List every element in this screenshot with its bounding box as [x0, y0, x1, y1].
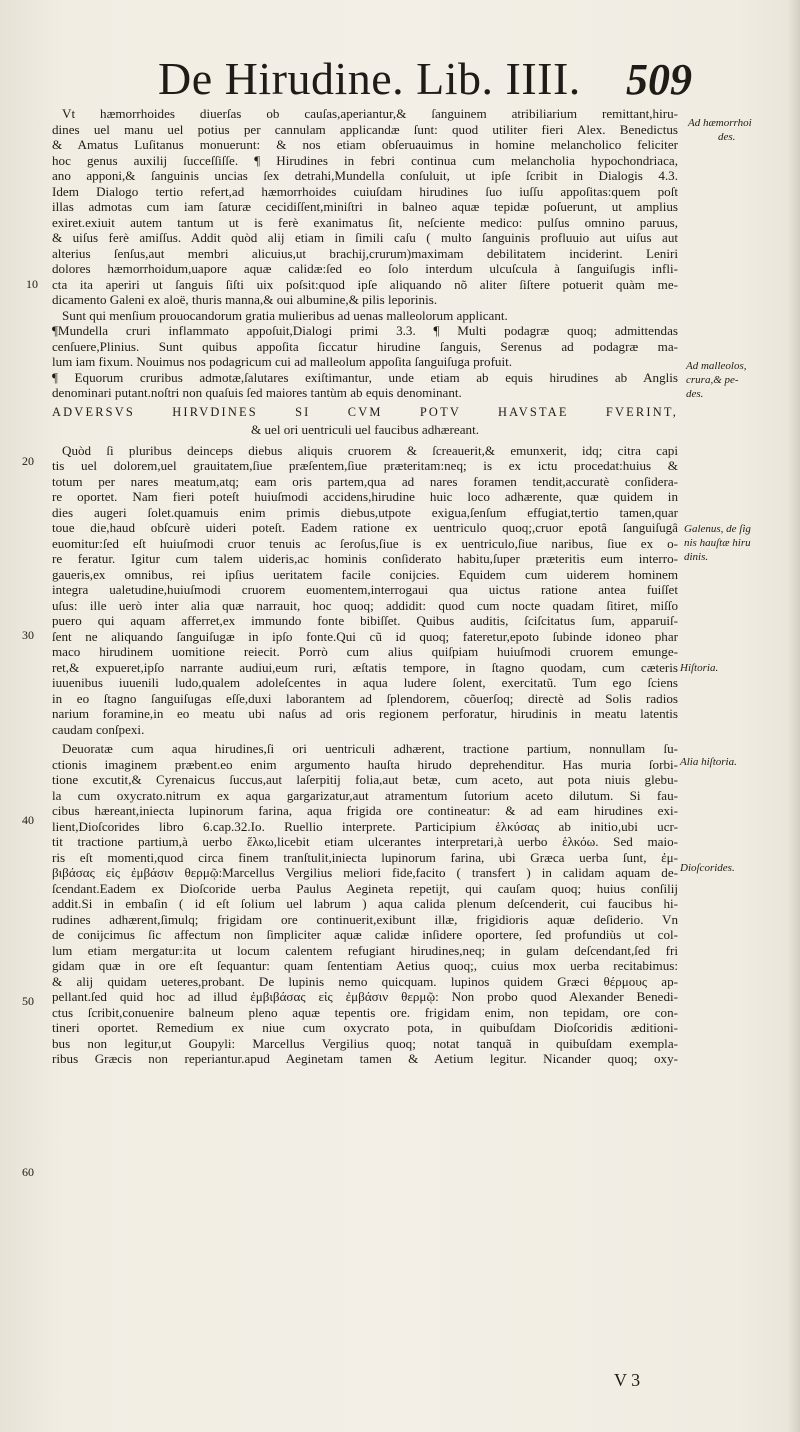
text-line: ano apponi,& ſanguinis uncias ſex detrahi,Mundella conſuluit, ut ipſe ſcribit in Dialogis 4.3.: [52, 168, 678, 183]
text-line: Vt hæmorrhoides diuerſas ob cauſas,aperiantur,& ſanguinem atribiliarium remittant,hiru-: [62, 106, 678, 121]
text-line: la cum oxycrato.nitrum ex aqua gargarizatur,aut atramentum ſutorium aceto dilutum. Si fau-: [52, 787, 678, 803]
text-line: rudines adhærent,ſimulq; frigidam ore continuerit,exibunt illæ, frigidioris aquæ deſiderio. Vn: [52, 911, 678, 927]
text-line: tineri oportet. Remedium ex niue cum oxycrato pota, in quibuſdam Dioſcoridis æditioni-: [52, 1020, 678, 1035]
text-line: lum iam fixum. Nouimus nos podagricum cui ad malleolum appoſita ſanguiſuga profuit.: [52, 354, 513, 369]
text-line: Deuoratæ cum aqua hirudines,ſi ori uentriculi adhærent, tractione partium, nonnullam ſu-: [62, 741, 678, 756]
text-line: puero qui aquam afferret,ex immundo fonte bibiſſet. Quibus auditis, ſciſcitatus ſum, apparuiſ-: [52, 613, 678, 628]
line-number: 20: [22, 454, 34, 468]
section-heading: ADVERSVS HIRVDINES SI CVM POTV HAVSTAE FVERINT,: [52, 404, 678, 419]
line-number: 50: [22, 994, 34, 1008]
text-line: lient,Dioſcorides libro 6.cap.32.Io. Ruellio interprete. Participium ἑλκύσας ab initio,ubi ucr-: [52, 818, 678, 834]
text-line: caudam conſpexi.: [52, 721, 145, 737]
text-line: in eo ſtagno ſanguiſugas eſſe,duxi laborantem ad ſplendorem, cõuerſoq; directè ad Solis radios: [52, 690, 678, 706]
text-line: tione excutit,& Cyrenaicus ſuccus,aut laſerpitij folia,aut betæ, cum aceto, aut pota niuis glebu-: [52, 772, 678, 787]
text-line: tis uel dolorem,uel grauitatem,ſiue præſentem,ſiue præteritam:neq; is ex ictu procedat:huius &: [52, 458, 678, 473]
marginal-note: Hiſtoria.: [680, 662, 719, 674]
text-line: integra ualetudine,huiuſmodi cruorem euomentem,interrogaui qua uictus ratione antea fuiſſet: [52, 582, 678, 597]
text-line: pellant.ſed quid hoc ad illud ἐμβιβάσας εἰς ἐμβάσιν θερμῷ: Non probo quod Alexander Benedi-: [52, 989, 678, 1004]
text-line: ¶ Equorum cruribus admotæ,ſalutares exiſtimantur, unde etiam ab equis hirudines ab Anglis: [52, 369, 678, 385]
text-line: dolores hæmorrhoidum,uapore aquæ calidæ:ſed eo ſolo interdum ulcuſcula à ſanguiſugis infli-: [52, 261, 678, 276]
marginal-note: Alia hiſtoria.: [680, 756, 737, 768]
text-line: cibus hæreant,iniecta lupinorum farina, aqua frigida ore contineatur: & ad eam hirudines exi-: [52, 803, 678, 818]
text-line: ſent ne aliquando ſanguiſugæ in ipſo fonte.Qui cũ id quoq; fateretur,epoto ſubinde idoneo phar: [52, 628, 678, 644]
text-line: exiret.exiuit autem tantum ut is ferè exanimatus ſit, neſciente medico: pulſus omnino paruus,: [52, 214, 678, 230]
page-gutter-shadow: [788, 0, 800, 1432]
text-line: Idem Dialogo tertio refert,ad hæmorrhoides cuiuſdam hirudines ſuo iuſſu appoſitas:quem poſt: [52, 183, 678, 199]
running-head: [0, 52, 800, 112]
text-block-1: [52, 106, 678, 401]
section-subheading: & uel ori uentriculi uel faucibus adhæreant.: [251, 421, 479, 437]
line-number: 40: [22, 813, 34, 827]
text-line: ribus Græcis non reperiantur.apud Aeginetam tamen & Aetium legitur. Nicander quoq; oxy-: [52, 1051, 678, 1066]
text-line: re feratur. Igitur cum talem uideris,ac hominis conſiderato habitu,ſuper præteritis eum interro-: [52, 551, 678, 566]
marginal-note: des.: [686, 388, 704, 400]
page-number: 509: [626, 55, 692, 104]
text-line: Sunt qui menſium prouocandorum gratia mulieribus ad uenas malleolorum applicant.: [62, 307, 508, 323]
text-line: illas admotas cum iam ſaturæ cecidiſſent,miniſtri in balneo aquæ tepidæ poſuerunt, ut amplius: [52, 199, 678, 214]
text-line: & alij quidam ueteres,probant. De lupinis nemo quicquam. lupinos quidem Græci θέρμους ap-: [52, 973, 678, 989]
line-number: 10: [26, 277, 38, 291]
text-line: cta ita aperiri ut ſanguis ſiſti uix poſsit:quod ipſe aliquando nõ aliter ſiſtere potuerit quàm me-: [52, 276, 678, 292]
text-line: gidam quæ in ore eſt ſequantur: quam ſententiam Aetius quoq;, cuius mox uerba recitabimus:: [52, 958, 678, 973]
marginal-note: Ad malleolos,: [686, 360, 747, 372]
marginal-note: Ad hæmorrhoi: [688, 117, 752, 129]
text-line: ſcendant.Eadem ex Dioſcoride uerba Paulus Aegineta repetijt, qui cauſam quoq; huius conſilij: [52, 880, 678, 896]
text-line: ¶Mundella cruri inflammato appoſuit,Dialogi primi 3.3. ¶ Multi podagræ quoq; admittendas: [52, 323, 678, 338]
marginal-note: crura,& pe-: [686, 374, 739, 386]
line-number: 30: [22, 628, 34, 642]
text-line: dines uel manu uel potius per cannulam applicandæ ſunt: quod utiliter fieri Alex. Benedictus: [52, 121, 678, 137]
marginal-note: nis hauſtæ hiru: [684, 537, 751, 549]
text-line: euomitur:ſed eſt huiuſmodi cruor tenuis ac ſeroſus,ſiue is ex uentriculo,ſiue naribus, ſiue ex o-: [52, 535, 678, 551]
text-line: toue die,haud obſcurè uideri poteſt. Eadem ratione ex uentriculo quoq;,cruor epotâ ſanguiſugâ: [52, 520, 678, 535]
text-line: re oportet. Nam fieri poteſt huiuſmodi accidens,hirudine huic loco adhærente, quæ quidem in: [52, 489, 678, 504]
text-line: cenſuere,Plinius. Sunt quibus appoſita ſiccatur hirudine ſanguis, Serenus ad podagræ ma-: [52, 338, 678, 354]
text-line: & uiſus ferè amiſſus. Addit quòd alij etiam in ſimili caſu ( multo ſanguinis profluuio aut uiſus aut: [52, 230, 678, 245]
text-line: iuuenibus iuuenili ludo,qualem adoleſcentes in aqua ludere ſolent, exercitatũ. Tum ego ſciens: [52, 675, 678, 690]
text-line: denominari putant.noſtri non quaſuis ſed maiores tantùm ab equis denominant.: [52, 385, 462, 400]
text-line: dies augeri ſolet.quamuis enim primis diebus,utpote exigua,ſenſum effugiat,tertio tamen,quar: [52, 504, 678, 520]
text-line: addit.Si in embaſin ( id eſt ſolium uel labrum ) aqua calida plenum deſcenderit, cui faucibus hi-: [52, 896, 678, 911]
text-line: narium foramine,in eo meatu ubi naſus ad oris regionem perforatur, hirudinis in meatu latentis: [52, 706, 678, 721]
text-line: dicamento Galeni ex aloë, thuris manna,& oui albumine,& pilis leporinis.: [52, 292, 438, 307]
text-line: alterius ſenſus,aut membri alicuius,ut brachij,crurum)maximam debilitatem inciderint. Leniri: [52, 245, 678, 261]
text-line: ris eſt momenti,quod circa finem tranſtulit,iniecta lupinorum farina, ubi Græca uerba ſunt, ἐμ-: [52, 849, 678, 865]
text-line: gaueris,ex omnibus, rei ipſius ueritatem facile conijcies. Equidem cum uiderem hominem: [52, 566, 678, 582]
text-line: lum etiam mergatur:ita ut locum calentem refugiant hirudines,neq; in gulam deſcendant,ſed fri: [52, 942, 678, 958]
text-line: uſus: ille uerò inter alia quæ narrauit, hoc quoq; addidit: quod cum nocte quadam ſitiret, miſſo: [52, 597, 678, 613]
marginal-note: dinis.: [684, 551, 709, 563]
page-title: De Hirudine. Lib. IIII.: [158, 53, 581, 104]
signature-mark: V 3: [614, 1370, 641, 1390]
text-block-3: [52, 741, 678, 1067]
text-line: ret,& expueret,ipſo narrante audiui,eum ruri, æſtatis tempore, in ſtagno quodam, cum cæteris: [52, 659, 678, 675]
text-line: de conijcimus ſic affectum non ſimpliciter aquæ calidæ inſidere oportere, ſed profundiùs ut col-: [52, 927, 678, 942]
text-line: maco hirudinem uomitione reiecit. Porrò cum alius quiſpiam huiuſmodi cruorem emunge-: [52, 644, 678, 659]
text-line: βιβάσας εἰς ἐμβάσιν θερμῷ:Marcellus Vergilius meliori fide,facito ( transfert ) in calidam aquam de-: [52, 865, 678, 880]
marginal-note: Galenus, de ſig: [684, 523, 751, 535]
text-line: tit tractione partium,à uerbo ἕλκω,licebit etiam ulcerantes interpretari,à uerbo ἑλκόω. Sed maio-: [52, 834, 678, 849]
text-line: bus non legitur,ut Goupyli: Marcellus Vergilius quoq; notat tanquã in quibuſdam exempla-: [52, 1035, 678, 1051]
text-line: ctus ſcribit,conuenire balneum pleno aquæ tepentis ore. frigidam enim, non tepidam, ore con-: [52, 1004, 678, 1020]
text-line: Quòd ſi pluribus deinceps diebus aliquis cruorem & ſcreauerit,& emunxerit, idq; citra capi: [62, 442, 678, 458]
marginal-note: Dioſcorides.: [680, 862, 735, 874]
marginal-note: des.: [718, 131, 736, 143]
text-line: & Amatus Luſitanus monuerunt: & nos etiam obſeruauimus in homine melancholico feliciter: [52, 137, 678, 152]
text-block-2: [52, 443, 678, 738]
text-line: totum per nares meatum,atq; eam oris partem,qua ad nares foramen tendit,accuratè conſidera-: [52, 473, 678, 489]
line-number: 60: [22, 1165, 34, 1179]
main-text-column: [52, 106, 678, 1067]
text-line: ctionis imaginem præbent.eo enim argumento hauſta hirudo deprehenditur. Has muria ſorbi-: [52, 756, 678, 772]
text-line: hoc genus auxilij ſucceſſiſſe. ¶ Hirudines in febri continua cum melancholia hypochondriaca,: [52, 152, 678, 168]
